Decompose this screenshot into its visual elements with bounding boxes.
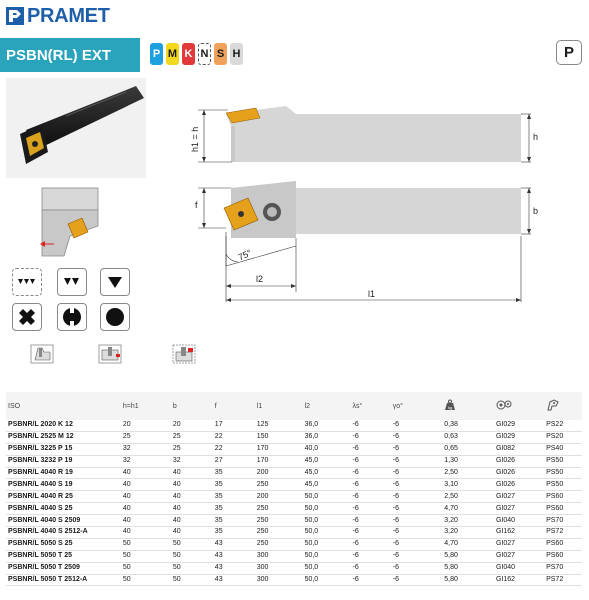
table-cell: 200 bbox=[255, 467, 303, 479]
table-cell: 50,0 bbox=[303, 527, 351, 539]
triple-triangle-icon bbox=[18, 277, 36, 287]
table-cell: -6 bbox=[391, 491, 443, 503]
table-cell: 45,0 bbox=[303, 467, 351, 479]
round-shape-icon bbox=[105, 307, 125, 327]
table-row bbox=[6, 455, 582, 467]
table-cell: 0,38 bbox=[442, 420, 494, 431]
table-cell: GI026 bbox=[494, 467, 544, 479]
material-groups bbox=[150, 43, 243, 65]
table-cell: 5,80 bbox=[442, 574, 494, 586]
table-cell: 0,63 bbox=[442, 431, 494, 443]
table-cell: PS72 bbox=[544, 527, 582, 539]
iso-code-cell: PSBNR/L 2525 M 12 bbox=[6, 431, 121, 443]
angle-label: 75° bbox=[236, 247, 254, 263]
table-cell: 40 bbox=[121, 515, 171, 527]
column-header: b bbox=[172, 402, 177, 410]
table-cell: 35 bbox=[213, 491, 255, 503]
table-cell: 50 bbox=[121, 538, 171, 550]
table-cell: 170 bbox=[255, 443, 303, 455]
table-cell: PS50 bbox=[544, 455, 582, 467]
table-cell: 40 bbox=[121, 467, 171, 479]
table-cell: PS60 bbox=[544, 550, 582, 562]
table-cell: 2,50 bbox=[442, 467, 494, 479]
svg-text:kg: kg bbox=[448, 405, 453, 410]
column-header: γo° bbox=[392, 402, 403, 410]
insert-shape-option-3 bbox=[100, 303, 130, 331]
table-cell: GI029 bbox=[494, 420, 544, 431]
clamp-screw-icon bbox=[98, 344, 122, 364]
table-cell: -6 bbox=[351, 538, 391, 550]
iso-code-cell: PSBNR/L 5050 T 2509 bbox=[6, 562, 121, 574]
table-cell: GI027 bbox=[494, 491, 544, 503]
table-cell: -6 bbox=[351, 455, 391, 467]
dim-l2-label: l2 bbox=[256, 274, 264, 284]
table-cell: PS22 bbox=[544, 420, 582, 431]
table-cell: 36,0 bbox=[303, 431, 351, 443]
table-cell: PS20 bbox=[544, 431, 582, 443]
table-cell: -6 bbox=[391, 455, 443, 467]
table-cell: 32 bbox=[121, 455, 171, 467]
material-chip-n: N bbox=[198, 43, 211, 65]
table-cell: -6 bbox=[391, 479, 443, 491]
table-cell: 5,80 bbox=[442, 550, 494, 562]
material-chip-h: H bbox=[230, 43, 243, 65]
table-cell: 250 bbox=[255, 527, 303, 539]
table-row bbox=[6, 503, 582, 515]
table-cell: 43 bbox=[213, 562, 255, 574]
table-cell: 35 bbox=[213, 515, 255, 527]
table-cell: 25 bbox=[121, 431, 171, 443]
dim-h-label: h bbox=[533, 132, 539, 142]
table-cell: 3,20 bbox=[442, 515, 494, 527]
table-cell: -6 bbox=[351, 431, 391, 443]
table-cell: GI029 bbox=[494, 431, 544, 443]
table-cell: 25 bbox=[171, 431, 213, 443]
table-cell: GI026 bbox=[494, 455, 544, 467]
table-cell: -6 bbox=[391, 443, 443, 455]
table-cell: 3,20 bbox=[442, 527, 494, 539]
dim-f-label: f bbox=[195, 200, 198, 210]
table-cell: 0,65 bbox=[442, 443, 494, 455]
iso-code-cell: PSBNR/L 5050 T 2512-A bbox=[6, 574, 121, 586]
clamp-type-1 bbox=[30, 344, 54, 364]
table-cell: 43 bbox=[213, 574, 255, 586]
table-cell: 40 bbox=[171, 503, 213, 515]
table-cell: -6 bbox=[391, 527, 443, 539]
table-cell: 300 bbox=[255, 574, 303, 586]
spare-parts-icon bbox=[494, 392, 544, 420]
table-cell: 32 bbox=[171, 455, 213, 467]
table-cell: 27 bbox=[213, 455, 255, 467]
material-chip-p: P bbox=[150, 43, 163, 65]
chipbreaker-option-3 bbox=[100, 268, 130, 296]
table-row bbox=[6, 538, 582, 550]
table-row bbox=[6, 562, 582, 574]
column-header: h=h1 bbox=[122, 402, 139, 410]
table-cell: 22 bbox=[213, 443, 255, 455]
table-cell: 50,0 bbox=[303, 515, 351, 527]
table-row bbox=[6, 515, 582, 527]
table-cell: 35 bbox=[213, 527, 255, 539]
table-cell: 4,70 bbox=[442, 503, 494, 515]
column-header: λs° bbox=[352, 402, 363, 410]
table-cell: 40 bbox=[121, 503, 171, 515]
table-cell: -6 bbox=[391, 574, 443, 586]
insert-shape-option-2 bbox=[57, 303, 87, 331]
iso-code-cell: PSBNR/L 2020 K 12 bbox=[6, 420, 121, 431]
table-cell: 40,0 bbox=[303, 443, 351, 455]
table-cell: -6 bbox=[351, 574, 391, 586]
table-cell: PS70 bbox=[544, 515, 582, 527]
table-cell: 250 bbox=[255, 538, 303, 550]
table-cell: 40 bbox=[121, 479, 171, 491]
iso-code-cell: PSBNR/L 4040 S 25 bbox=[6, 503, 121, 515]
table-cell: PS40 bbox=[544, 443, 582, 455]
iso-code-cell: PSBNR/L 5050 S 25 bbox=[6, 538, 121, 550]
table-cell: 45,0 bbox=[303, 479, 351, 491]
table-cell: 5,80 bbox=[442, 562, 494, 574]
table-header-row bbox=[6, 392, 582, 420]
table-cell: PS60 bbox=[544, 491, 582, 503]
table-cell: PS60 bbox=[544, 503, 582, 515]
product-table bbox=[6, 392, 582, 586]
table-cell: PS60 bbox=[544, 538, 582, 550]
table-row bbox=[6, 479, 582, 491]
table-cell: 25 bbox=[171, 443, 213, 455]
table-cell: -6 bbox=[351, 467, 391, 479]
insert-orientation-diagram bbox=[40, 186, 100, 258]
material-chip-k: K bbox=[182, 43, 195, 65]
table-cell: 35 bbox=[213, 467, 255, 479]
table-cell: GI162 bbox=[494, 574, 544, 586]
table-cell: -6 bbox=[351, 479, 391, 491]
table-cell: 36,0 bbox=[303, 420, 351, 431]
iso-code-cell: PSBNR/L 4040 R 19 bbox=[6, 467, 121, 479]
table-cell: 20 bbox=[171, 420, 213, 431]
table-row bbox=[6, 574, 582, 586]
iso-code-cell: PSBNR/L 4040 S 2509 bbox=[6, 515, 121, 527]
table-cell: 50,0 bbox=[303, 538, 351, 550]
brand-name: PRAMET bbox=[27, 4, 110, 27]
table-cell: 50 bbox=[121, 574, 171, 586]
table-cell: GI027 bbox=[494, 538, 544, 550]
table-cell: 40 bbox=[171, 527, 213, 539]
table-cell: -6 bbox=[391, 550, 443, 562]
table-row bbox=[6, 550, 582, 562]
table-cell: -6 bbox=[391, 503, 443, 515]
table-cell: 43 bbox=[213, 538, 255, 550]
table-cell: 50,0 bbox=[303, 574, 351, 586]
table-cell: 250 bbox=[255, 503, 303, 515]
table-row bbox=[6, 467, 582, 479]
table-cell: -6 bbox=[351, 527, 391, 539]
table-cell: 4,70 bbox=[442, 538, 494, 550]
table-cell: -6 bbox=[351, 491, 391, 503]
table-cell: 50,0 bbox=[303, 550, 351, 562]
clamp-top-icon bbox=[172, 344, 196, 364]
table-cell: 150 bbox=[255, 431, 303, 443]
table-cell: -6 bbox=[351, 515, 391, 527]
table-cell: 32 bbox=[121, 443, 171, 455]
table-cell: 50,0 bbox=[303, 503, 351, 515]
table-row bbox=[6, 420, 582, 431]
table-cell: 2,50 bbox=[442, 491, 494, 503]
double-triangle-icon bbox=[64, 277, 80, 287]
iso-code-cell: PSBNR/L 4040 S 2512-A bbox=[6, 527, 121, 539]
notched-round-icon bbox=[62, 307, 82, 327]
application-badge: P bbox=[556, 40, 582, 65]
column-header: l2 bbox=[304, 402, 311, 410]
clamp-lever-icon bbox=[30, 344, 54, 364]
table-cell: -6 bbox=[351, 562, 391, 574]
technical-drawing bbox=[186, 96, 538, 306]
table-cell: -6 bbox=[391, 467, 443, 479]
table-cell: 50 bbox=[121, 562, 171, 574]
table-cell: 200 bbox=[255, 491, 303, 503]
pramet-logo bbox=[6, 6, 110, 26]
table-cell: GI040 bbox=[494, 515, 544, 527]
table-cell: 1,30 bbox=[442, 455, 494, 467]
clamp-type-2 bbox=[98, 344, 122, 364]
column-header: ISO bbox=[8, 402, 21, 410]
iso-code-cell: PSBNR/L 4040 S 19 bbox=[6, 479, 121, 491]
table-cell: -6 bbox=[391, 538, 443, 550]
table-cell: 125 bbox=[255, 420, 303, 431]
single-triangle-icon bbox=[108, 276, 122, 288]
table-cell: PS72 bbox=[544, 574, 582, 586]
table-cell: 40 bbox=[171, 467, 213, 479]
table-cell: 43 bbox=[213, 550, 255, 562]
cross-shape-icon bbox=[17, 307, 37, 327]
table-cell: 50 bbox=[171, 562, 213, 574]
table-row bbox=[6, 491, 582, 503]
table-cell: 3,10 bbox=[442, 479, 494, 491]
table-cell: GI162 bbox=[494, 527, 544, 539]
table-cell: 300 bbox=[255, 562, 303, 574]
table-cell: 22 bbox=[213, 431, 255, 443]
table-cell: 40 bbox=[121, 491, 171, 503]
column-header: f bbox=[214, 402, 217, 410]
iso-code-cell: PSBNR/L 4040 R 25 bbox=[6, 491, 121, 503]
product-photo bbox=[6, 78, 146, 178]
table-cell: -6 bbox=[391, 431, 443, 443]
iso-code-cell: PSBNR/L 3225 P 15 bbox=[6, 443, 121, 455]
table-cell: GI082 bbox=[494, 443, 544, 455]
chipbreaker-option-1 bbox=[12, 268, 42, 296]
clamp-type-3 bbox=[172, 344, 196, 364]
table-cell: 17 bbox=[213, 420, 255, 431]
table-cell: GI027 bbox=[494, 550, 544, 562]
table-cell: GI027 bbox=[494, 503, 544, 515]
dim-l1-label: l1 bbox=[368, 289, 376, 299]
insert-icon bbox=[544, 392, 582, 420]
dim-h1-label: h1 = h bbox=[190, 126, 200, 152]
table-cell: 40 bbox=[171, 491, 213, 503]
table-cell: 250 bbox=[255, 515, 303, 527]
table-cell: PS50 bbox=[544, 467, 582, 479]
table-cell: -6 bbox=[391, 420, 443, 431]
table-cell: -6 bbox=[351, 503, 391, 515]
iso-code-cell: PSBNR/L 5050 T 25 bbox=[6, 550, 121, 562]
pramet-logo-icon bbox=[6, 7, 24, 25]
table-cell: 40 bbox=[121, 527, 171, 539]
table-cell: GI040 bbox=[494, 562, 544, 574]
table-cell: PS70 bbox=[544, 562, 582, 574]
table-cell: -6 bbox=[351, 420, 391, 431]
table-cell: 35 bbox=[213, 479, 255, 491]
table-cell: 50,0 bbox=[303, 562, 351, 574]
weight-icon bbox=[442, 392, 494, 420]
table-cell: 50 bbox=[171, 550, 213, 562]
table-cell: 50 bbox=[121, 550, 171, 562]
table-cell: GI026 bbox=[494, 479, 544, 491]
table-row bbox=[6, 431, 582, 443]
table-cell: 40 bbox=[171, 515, 213, 527]
table-cell: 170 bbox=[255, 455, 303, 467]
table-cell: PS50 bbox=[544, 479, 582, 491]
material-chip-m: M bbox=[166, 43, 179, 65]
table-cell: -6 bbox=[351, 443, 391, 455]
table-cell: 45,0 bbox=[303, 455, 351, 467]
table-cell: 250 bbox=[255, 479, 303, 491]
table-cell: 40 bbox=[171, 479, 213, 491]
table-cell: 35 bbox=[213, 503, 255, 515]
column-header: l1 bbox=[256, 402, 263, 410]
table-cell: -6 bbox=[391, 515, 443, 527]
table-cell: -6 bbox=[391, 562, 443, 574]
chipbreaker-option-2 bbox=[57, 268, 87, 296]
table-cell: 300 bbox=[255, 550, 303, 562]
table-cell: 50,0 bbox=[303, 491, 351, 503]
table-cell: 20 bbox=[121, 420, 171, 431]
product-title: PSBN(RL) EXT bbox=[0, 38, 140, 72]
insert-shape-option-1 bbox=[12, 303, 42, 331]
dim-b-label: b bbox=[533, 206, 539, 216]
table-row bbox=[6, 443, 582, 455]
table-cell: 50 bbox=[171, 538, 213, 550]
table-row bbox=[6, 527, 582, 539]
iso-code-cell: PSBNR/L 3232 P 19 bbox=[6, 455, 121, 467]
table-cell: -6 bbox=[351, 550, 391, 562]
table-cell: 50 bbox=[171, 574, 213, 586]
material-chip-s: S bbox=[214, 43, 227, 65]
